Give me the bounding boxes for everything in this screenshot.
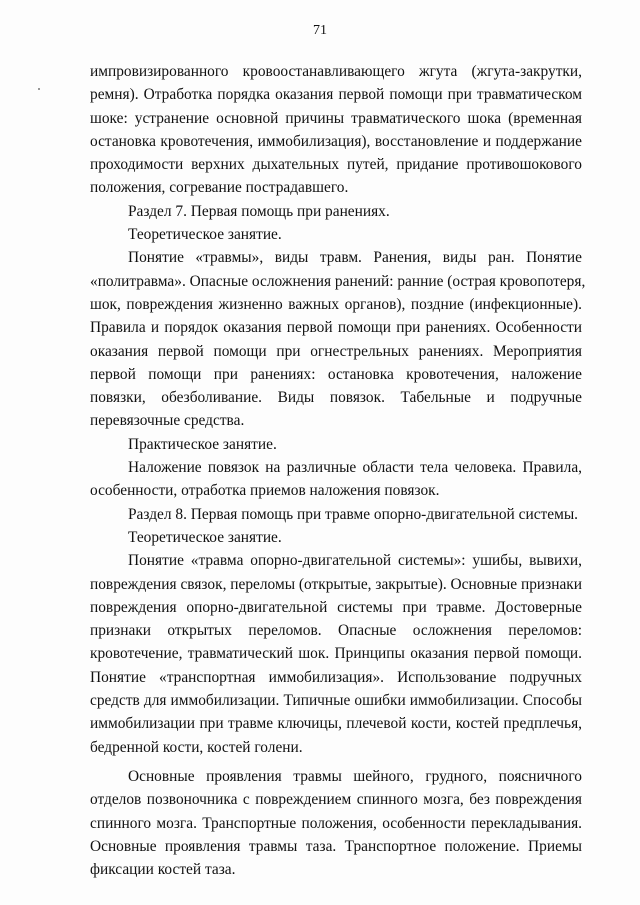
text-line: фиксации костей таза.	[90, 861, 236, 879]
text-line: признаки открытых переломов. Опасные осложнения переломов:	[90, 622, 582, 640]
body-text	[90, 60, 586, 881]
text-line: особенности, отработка приемов наложения повязок.	[90, 482, 440, 500]
text-line: шоке: устранение основной причины травматического шока (временная	[90, 109, 582, 127]
text-line: Понятие «травмы», виды травм. Ранения, виды ран. Понятие	[128, 249, 582, 267]
text-line: первой помощи при ранениях: остановка кровотечения, наложение	[90, 365, 582, 383]
text-line: Правила и порядок оказания первой помощи при ранениях. Особенности	[90, 319, 582, 337]
text-line: оказания первой помощи при огнестрельных ранениях. Мероприятия	[90, 342, 582, 360]
text-line: Понятие «транспортная иммобилизация». Использование подручных	[90, 668, 582, 686]
text-line: Теоретическое занятие.	[128, 226, 282, 244]
text-line: Понятие «травма опорно-двигательной системы»: ушибы, вывихи,	[128, 552, 582, 570]
text-line: Основные проявления травмы шейного, грудного, поясничного	[128, 767, 582, 785]
text-line: Практическое занятие.	[128, 435, 277, 453]
text-line: импровизированного кровоостанавливающего жгута (жгута-закрутки,	[90, 63, 582, 80]
text-line: кровотечение, травматический шок. Принципы оказания первой помощи.	[90, 645, 582, 663]
text-line: положения, согревание пострадавшего.	[90, 179, 349, 197]
text-line: Основные проявления травмы таза. Транспортное положение. Приемы	[90, 837, 582, 855]
text-line: остановка кровотечения, иммобилизация), восстановление и поддержание	[90, 132, 582, 150]
text-line: повязки, обезболивание. Виды повязок. Табельные и подручные	[90, 389, 582, 407]
scan-artifact	[38, 88, 40, 90]
text-line: проходимости верхних дыхательных путей, придание противошокового	[90, 156, 582, 174]
text-line: Теоретическое занятие.	[128, 528, 282, 546]
text-line: повреждения опорно-двигательной системы при травме. Достоверные	[90, 598, 582, 616]
text-line: иммобилизации при травме ключицы, плечевой кости, костей предплечья,	[90, 715, 582, 733]
text-line: шок, повреждения жизненно важных органов), поздние (инфекционные).	[90, 295, 582, 313]
text-line: Раздел 7. Первая помощь при ранениях.	[128, 202, 390, 220]
text-line: перевязочные средства.	[90, 412, 245, 430]
text-line: спинного мозга. Транспортные положения, особенности перекладывания.	[90, 814, 582, 832]
page-number: 71	[313, 23, 327, 38]
text-line: бедренной кости, костей голени.	[90, 738, 303, 756]
text-line: «политравма». Опасные осложнения ранений: ранние (острая кровопотеря,	[90, 272, 586, 290]
text-line: Наложение повязок на различные области тела человека. Правила,	[128, 459, 582, 477]
text-line: средств для иммобилизации. Типичные ошибки иммобилизации. Способы	[90, 692, 582, 710]
text-line: повреждения связок, переломы (открытые, закрытые). Основные признаки	[90, 575, 582, 593]
text-line: ремня). Отработка порядка оказания первой помощи при травматическом	[90, 86, 582, 104]
text-line: Раздел 8. Первая помощь при травме опорно-двигательной системы.	[128, 505, 579, 523]
text-line: отделов позвоночника с повреждением спинного мозга, без повреждения	[90, 791, 582, 809]
